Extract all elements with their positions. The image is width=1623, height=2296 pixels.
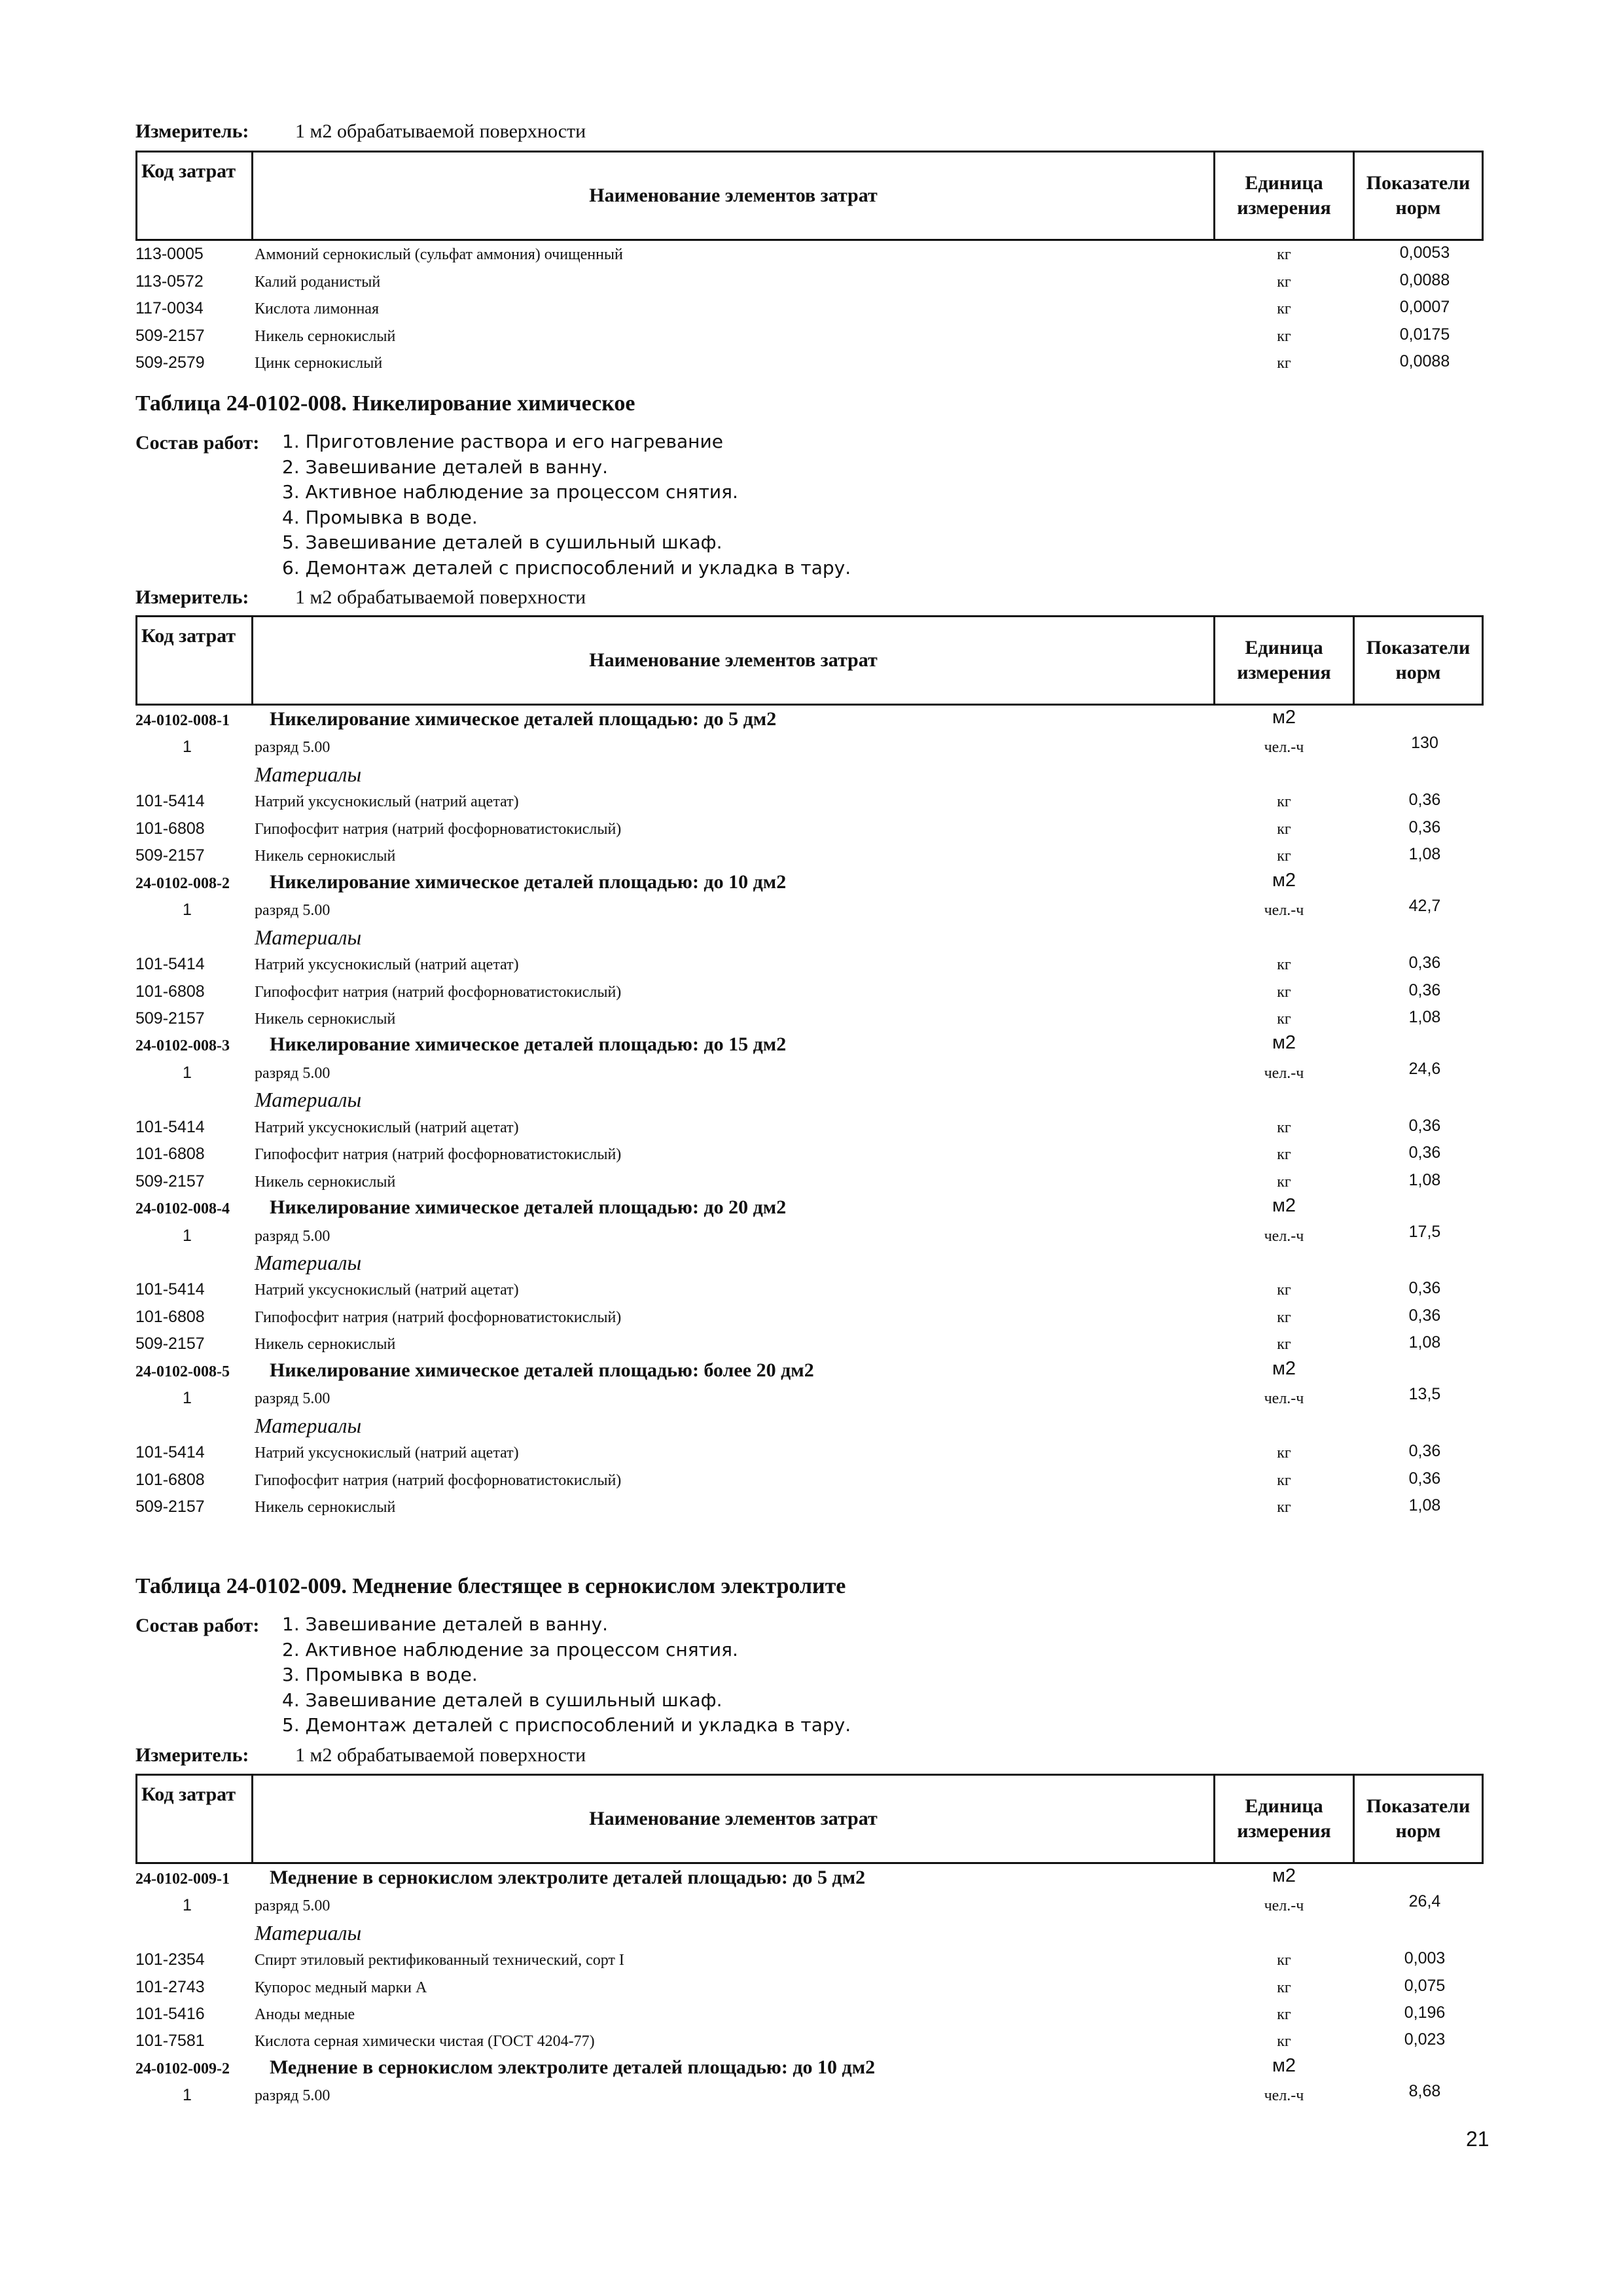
row-name: Кислота серная химически чистая (ГОСТ 4204-77) [255, 2033, 595, 2051]
sostav-list [282, 1612, 851, 1738]
row-code: 101-6808 [135, 1307, 205, 1326]
table-row [135, 2029, 1484, 2056]
row-name: Никель сернокислый [255, 1499, 396, 1516]
header-unit: Единица измерения [1215, 152, 1355, 239]
table-row [135, 1142, 1484, 1169]
table-row [135, 242, 1484, 269]
measure-value: 1 м2 обрабатываемой поверхности [295, 120, 586, 142]
row-value: 0,0088 [1399, 352, 1450, 370]
row-code: 1 [183, 1063, 192, 1082]
row-code: 1 [183, 1896, 192, 1915]
row-unit: м2 [1272, 869, 1296, 891]
row-unit: чел.-ч [1264, 1897, 1304, 1915]
row-name: Калий роданистый [255, 273, 381, 291]
row-name: Меднение в сернокислом электролите деталей площадью: до 10 дм2 [270, 2056, 876, 2078]
row-code: 1 [183, 901, 192, 920]
row-name: Гипофосфит натрия (натрий фосфорноватистокислый) [255, 1146, 622, 1164]
row-name: Материалы [255, 1920, 362, 1945]
sostav-item: 2. Активное наблюдение за процессом снятия. [282, 1638, 738, 1660]
table-row [135, 2002, 1484, 2029]
row-code: 509-2579 [135, 353, 205, 372]
row-code: 24-0102-008-1 [135, 712, 230, 729]
row-code: 1 [183, 2086, 192, 2105]
row-code: 24-0102-008-5 [135, 1363, 230, 1380]
row-name: Никель сернокислый [255, 1010, 396, 1028]
row-value: 17,5 [1408, 1222, 1441, 1241]
row-code: 113-0005 [135, 245, 204, 263]
row-value: 0,36 [1408, 1306, 1441, 1325]
table-row [135, 1278, 1484, 1304]
row-unit: чел.-ч [1264, 2087, 1304, 2105]
row-value: 0,003 [1404, 1949, 1446, 1968]
row-code: 509-2157 [135, 326, 205, 345]
table-row [135, 1007, 1484, 1033]
row-name: Никелирование химическое деталей площадью: до 10 дм2 [270, 870, 787, 893]
table009-title: Таблица 24-0102-009. Меднение блестящее в сернокислом электролите [135, 1574, 846, 1598]
sostav-item: 5. Завешивание деталей в сушильный шкаф. [282, 531, 722, 553]
row-code: 101-2743 [135, 1977, 205, 1996]
row-value: 0,0007 [1399, 298, 1450, 316]
row-code: 101-5414 [135, 1443, 205, 1462]
sostav-item: 4. Промывка в воде. [282, 506, 478, 528]
table-row [135, 898, 1484, 925]
row-code: 101-6808 [135, 1470, 205, 1489]
row-value: 1,08 [1408, 1496, 1441, 1515]
row-code: 101-6808 [135, 1145, 205, 1164]
row-unit: кг [1277, 1119, 1291, 1136]
row-value: 24,6 [1408, 1059, 1441, 1078]
row-name: Гипофосфит натрия (натрий фосфорноватистокислый) [255, 1471, 622, 1489]
table-row [135, 1332, 1484, 1359]
sostav-label: Состав работ: [135, 1615, 260, 1636]
row-code: 1 [183, 1226, 192, 1245]
row-value: 0,0175 [1399, 325, 1450, 344]
row-unit: кг [1277, 1499, 1291, 1516]
row-code: 24-0102-009-1 [135, 1871, 230, 1888]
norm-row [135, 1033, 1484, 1060]
row-name: Цинк сернокислый [255, 355, 383, 372]
header-name: Наименование элементов затрат [253, 1776, 1215, 1862]
row-name: Аноды медные [255, 2006, 355, 2023]
header-name: Наименование элементов затрат [253, 152, 1215, 239]
row-name: Никель сернокислый [255, 327, 396, 345]
row-code: 101-6808 [135, 819, 205, 838]
row-unit: кг [1277, 300, 1291, 317]
row-name: Спирт этиловый ректификованный технический, сорт I [255, 1952, 624, 1969]
table008-title: Таблица 24-0102-008. Никелирование химическое [135, 391, 635, 416]
row-value: 0,023 [1404, 2030, 1446, 2049]
row-name: разряд 5.00 [255, 1064, 330, 1082]
norm-row [135, 2056, 1484, 2083]
row-name: Никель сернокислый [255, 848, 396, 865]
row-code: 509-2157 [135, 1172, 205, 1191]
header-norm: Показатели норм [1366, 171, 1471, 219]
row-name: Никелирование химическое деталей площадью: до 5 дм2 [270, 708, 777, 730]
row-name: Никелирование химическое деталей площадью: до 15 дм2 [270, 1033, 787, 1056]
measure-label: Измеритель: [135, 1744, 249, 1766]
row-code: 509-2157 [135, 846, 205, 865]
norm-row [135, 871, 1484, 898]
row-value: 8,68 [1408, 2082, 1441, 2101]
header-code: Код затрат [137, 617, 253, 704]
header-unit: Единица измерения [1215, 1776, 1355, 1862]
row-name: разряд 5.00 [255, 902, 330, 920]
row-unit: кг [1277, 1308, 1291, 1326]
row-unit: кг [1277, 1282, 1291, 1299]
row-value: 1,08 [1408, 1333, 1441, 1352]
row-code: 24-0102-008-2 [135, 874, 230, 892]
row-unit: м2 [1272, 1032, 1296, 1054]
row-name: Материалы [255, 925, 362, 949]
table-row [135, 270, 1484, 296]
sostav-item: 5. Демонтаж деталей с приспособлений и укладка в тару. [282, 1714, 851, 1736]
row-value: 0,0053 [1399, 243, 1450, 262]
row-value: 0,36 [1408, 817, 1441, 836]
row-value: 0,0088 [1399, 270, 1450, 289]
measure-line [135, 586, 586, 609]
page-number: 21 [1466, 2127, 1489, 2151]
sostav-item: 1. Приготовление раствора и его нагревание [282, 431, 723, 452]
row-unit: кг [1277, 1471, 1291, 1489]
row-name: Материалы [255, 1413, 362, 1437]
sostav-list [282, 429, 851, 581]
row-name: Никель сернокислый [255, 1173, 396, 1191]
row-value: 0,36 [1408, 1116, 1441, 1135]
row-code: 101-5414 [135, 1117, 205, 1136]
table-row [135, 1893, 1484, 1920]
row-name: Аммоний сернокислый (сульфат аммония) очищенный [255, 246, 623, 263]
header-unit: Единица измерения [1215, 617, 1355, 704]
row-name: разряд 5.00 [255, 1897, 330, 1915]
row-unit: кг [1277, 1336, 1291, 1354]
row-unit: чел.-ч [1264, 1227, 1304, 1245]
row-unit: кг [1277, 327, 1291, 345]
table-row [135, 735, 1484, 762]
materials-heading [135, 1251, 1484, 1278]
row-name: Материалы [255, 1088, 362, 1112]
row-code: 1 [183, 1389, 192, 1408]
row-unit: кг [1277, 793, 1291, 811]
row-code: 117-0034 [135, 299, 204, 317]
sostav-item: 3. Активное наблюдение за процессом снятия. [282, 481, 738, 503]
row-code: 24-0102-009-2 [135, 2060, 230, 2077]
row-name: Гипофосфит натрия (натрий фосфорноватистокислый) [255, 983, 622, 1001]
sostav-label: Состав работ: [135, 432, 260, 454]
row-unit: кг [1277, 848, 1291, 865]
row-unit: м2 [1272, 1357, 1296, 1379]
row-value: 0,36 [1408, 791, 1441, 810]
row-value: 42,7 [1408, 897, 1441, 916]
row-unit: м2 [1272, 2054, 1296, 2076]
table-row [135, 789, 1484, 816]
measure-label: Измеритель: [135, 586, 249, 608]
row-unit: кг [1277, 355, 1291, 372]
row-unit: кг [1277, 1173, 1291, 1191]
row-name: Гипофосфит натрия (натрий фосфорноватистокислый) [255, 1308, 622, 1326]
row-value: 0,075 [1404, 1976, 1446, 1995]
norm-row [135, 1359, 1484, 1386]
row-name: Купорос медный марки А [255, 1979, 427, 1996]
measure-line [135, 1744, 586, 1767]
materials-heading [135, 1088, 1484, 1115]
measure-line [135, 120, 586, 143]
row-value: 0,36 [1408, 1442, 1441, 1461]
row-name: Никель сернокислый [255, 1336, 396, 1354]
row-code: 101-2354 [135, 1950, 205, 1969]
row-value: 0,36 [1408, 1143, 1441, 1162]
table-row [135, 817, 1484, 844]
row-value: 1,08 [1408, 1170, 1441, 1189]
row-unit: кг [1277, 246, 1291, 263]
row-unit: чел.-ч [1264, 902, 1304, 920]
table-row [135, 1224, 1484, 1251]
row-code: 101-7581 [135, 2032, 205, 2051]
row-unit: чел.-ч [1264, 1064, 1304, 1082]
row-code: 101-5414 [135, 792, 205, 811]
row-value: 0,36 [1408, 1279, 1441, 1298]
header-norm: Показатели норм [1366, 636, 1471, 683]
row-code: 509-2157 [135, 1335, 205, 1354]
row-code: 101-5414 [135, 1280, 205, 1299]
row-name: Гипофосфит натрия (натрий фосфорноватистокислый) [255, 820, 622, 838]
table-row [135, 2083, 1484, 2110]
table-row [135, 980, 1484, 1007]
row-code: 509-2157 [135, 1498, 205, 1516]
sostav-item: 6. Демонтаж деталей с приспособлений и укладка в тару. [282, 556, 851, 579]
sostav-item: 2. Завешивание деталей в ванну. [282, 456, 608, 478]
row-value: 13,5 [1408, 1385, 1441, 1404]
row-unit: кг [1277, 1979, 1291, 1996]
sostav-item: 1. Завешивание деталей в ванну. [282, 1613, 608, 1635]
header-name: Наименование элементов затрат [253, 617, 1215, 704]
header-norm: Показатели норм [1366, 1795, 1471, 1842]
row-unit: кг [1277, 1010, 1291, 1028]
row-name: Натрий уксуснокислый (натрий ацетат) [255, 1119, 519, 1136]
materials-heading [135, 1921, 1484, 1948]
row-value: 1,08 [1408, 845, 1441, 864]
measure-value: 1 м2 обрабатываемой поверхности [295, 1744, 586, 1766]
row-name: Натрий уксуснокислый (натрий ацетат) [255, 793, 519, 811]
norm-row [135, 708, 1484, 735]
row-value: 1,08 [1408, 1007, 1441, 1026]
row-unit: кг [1277, 983, 1291, 1001]
row-unit: кг [1277, 820, 1291, 838]
row-name: Кислота лимонная [255, 300, 379, 317]
row-unit: м2 [1272, 1195, 1296, 1217]
table-row [135, 1386, 1484, 1413]
row-unit: кг [1277, 1444, 1291, 1462]
row-value: 0,36 [1408, 980, 1441, 999]
row-code: 509-2157 [135, 1009, 205, 1028]
row-value: 26,4 [1408, 1892, 1441, 1911]
row-name: Натрий уксуснокислый (натрий ацетат) [255, 956, 519, 974]
table-row [135, 1441, 1484, 1467]
row-code: 113-0572 [135, 272, 204, 291]
table-row [135, 1975, 1484, 2002]
table-header [135, 1774, 1484, 1864]
row-name: Натрий уксуснокислый (натрий ацетат) [255, 1282, 519, 1299]
row-name: Никелирование химическое деталей площадью: более 20 дм2 [270, 1359, 814, 1381]
table-row [135, 351, 1484, 378]
table-row [135, 1061, 1484, 1088]
norm-row [135, 1196, 1484, 1223]
row-name: Натрий уксуснокислый (натрий ацетат) [255, 1444, 519, 1462]
sostav-item: 4. Завешивание деталей в сушильный шкаф. [282, 1689, 722, 1711]
row-name: Материалы [255, 762, 362, 786]
row-unit: кг [1277, 273, 1291, 291]
materials-heading [135, 762, 1484, 789]
row-unit: чел.-ч [1264, 1390, 1304, 1408]
table-row [135, 1305, 1484, 1332]
row-name: Материалы [255, 1251, 362, 1274]
row-unit: кг [1277, 2033, 1291, 2051]
row-code: 24-0102-008-3 [135, 1037, 230, 1055]
row-code: 101-5416 [135, 2005, 205, 2023]
table-row [135, 1170, 1484, 1196]
materials-heading [135, 1414, 1484, 1441]
header-code: Код затрат [137, 1776, 253, 1862]
row-unit: кг [1277, 1952, 1291, 1969]
row-code: 101-5414 [135, 955, 205, 974]
header-code: Код затрат [137, 152, 253, 239]
row-unit: кг [1277, 1146, 1291, 1164]
row-unit: кг [1277, 2006, 1291, 2023]
row-unit: м2 [1272, 707, 1296, 728]
row-code: 101-6808 [135, 982, 205, 1001]
row-unit: чел.-ч [1264, 739, 1304, 757]
row-name: Меднение в сернокислом электролите деталей площадью: до 5 дм2 [270, 1867, 866, 1888]
row-value: 0,36 [1408, 1469, 1441, 1488]
row-value: 130 [1411, 734, 1438, 753]
table-header [135, 615, 1484, 706]
table-row [135, 844, 1484, 870]
row-value: 0,196 [1404, 2003, 1446, 2022]
measure-value: 1 м2 обрабатываемой поверхности [295, 586, 586, 608]
measure-label: Измеритель: [135, 120, 249, 142]
row-unit: кг [1277, 956, 1291, 974]
table-row [135, 1115, 1484, 1142]
table-row [135, 296, 1484, 323]
row-code: 1 [183, 738, 192, 757]
row-value: 0,36 [1408, 954, 1441, 973]
row-name: разряд 5.00 [255, 2087, 330, 2105]
row-name: разряд 5.00 [255, 739, 330, 757]
norm-row [135, 1867, 1484, 1893]
table-row [135, 1468, 1484, 1495]
row-code: 24-0102-008-4 [135, 1200, 230, 1218]
row-unit: м2 [1272, 1865, 1296, 1886]
table-row [135, 1948, 1484, 1975]
table-row [135, 324, 1484, 351]
table-row [135, 1495, 1484, 1522]
row-name: разряд 5.00 [255, 1227, 330, 1245]
row-name: Никелирование химическое деталей площадью: до 20 дм2 [270, 1196, 787, 1219]
sostav-item: 3. Промывка в воде. [282, 1664, 478, 1685]
table-row [135, 952, 1484, 979]
materials-heading [135, 925, 1484, 952]
row-name: разряд 5.00 [255, 1390, 330, 1408]
table-header [135, 151, 1484, 241]
